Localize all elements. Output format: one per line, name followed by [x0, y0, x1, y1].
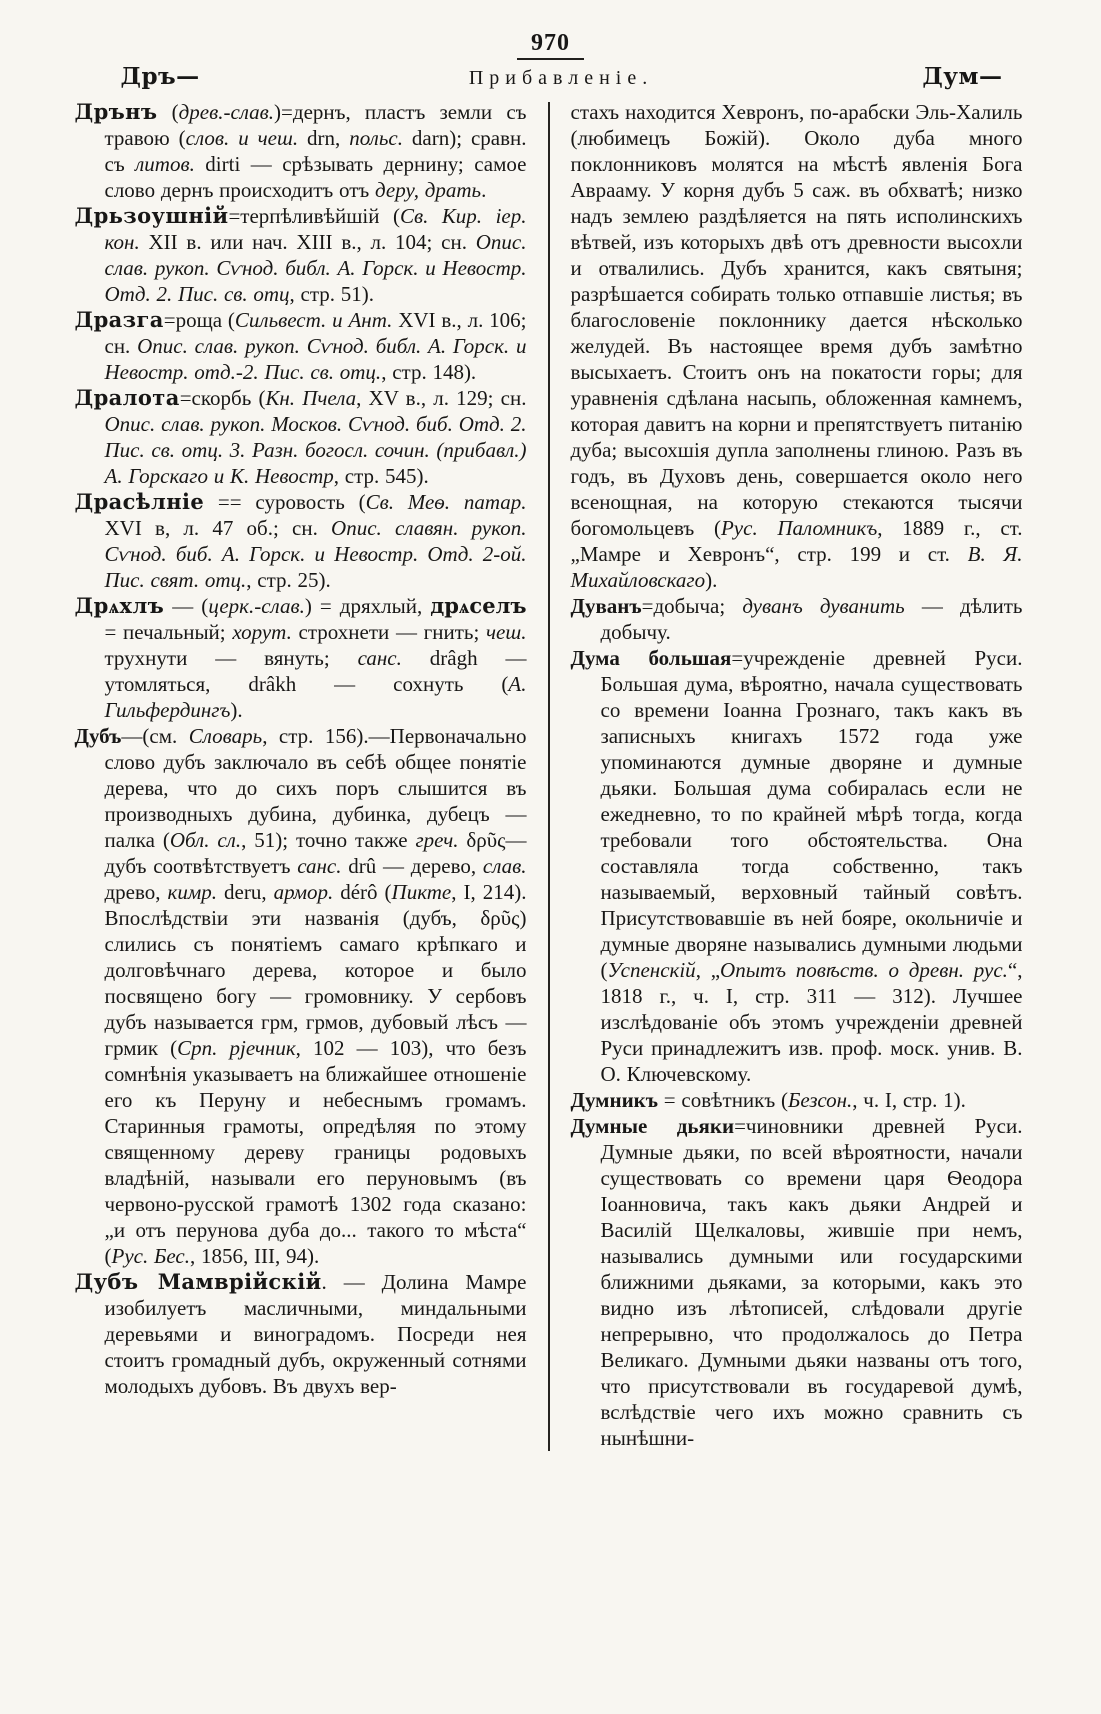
dictionary-entry-continuation: [571, 99, 1023, 593]
entry-headword: Дразга: [74, 307, 164, 332]
section-title: Прибавленіе.: [468, 67, 654, 89]
dictionary-entry: [75, 593, 527, 723]
dictionary-entry: [571, 593, 1023, 645]
page-header: [75, 30, 1027, 60]
entry-headword: Дубъ Мамврійскій: [74, 1269, 322, 1294]
catchword-right: Дум—: [922, 63, 1003, 90]
entry-text: =учрежденіе древней Руси. Большая дума, вѣроятно, начала существовать со времени Іоанна Грознаго, такъ какъ въ записныхъ книгахъ 1572 года уже упоминаются думные дворяне и думные дьяки. Большая дума собиралась если не ежедневно, то по крайней мѣрѣ тогда, когда требовали того обстоятельства. Она составляла тогда собственно, такъ называемый, верховный тайный совѣтъ. Присутствовавшіе въ ней бояре, окольничіе и думные дворяне назывались думными людьми (Успенскій, „Опытъ повѣств. о древн. рус.“, 1818 г., ч. I, стр. 311 — 312). Лучшее изслѣдованіе объ этомъ учрежденіи древней Руси принадлежитъ изв. проф. моск. унив. В. О. Ключевскому.: [600, 646, 1023, 1086]
text-columns: [75, 99, 1027, 1451]
entry-headword: Дрьзоушній: [74, 203, 229, 228]
entry-text: =терпѣливѣйшій (Св. Кир. іер. кон. XII в. или нач. XIII в., л. 104; сн. Опис. слав. рукоп. Сѵнод. библ. А. Горск. и Невостр. Отд. 2. Пис. св. отц, стр. 51).: [104, 204, 527, 306]
entry-headword: Дрѧхлъ: [74, 593, 165, 618]
entry-text: . — Долина Мамре изобилуетъ масличными, миндальными деревьями и виноградомъ. Посреди нея стоитъ громадный дубъ, окруженный сотнями молодыхъ дубовъ. Въ двухъ вер-: [104, 1270, 527, 1398]
dictionary-entry: [75, 385, 527, 489]
entry-headword: Дрънъ: [74, 99, 158, 124]
dictionary-entry: [571, 1087, 1023, 1113]
entry-text: —(см. Словарь, стр. 156).—Первоначально слово дубъ заключало въ себѣ общее понятіе дерева, что до сихъ поръ слышится въ производныхъ дубина, дубинка, дубецъ — палка (Обл. сл., 51); точно также греч. δρῦς—дубъ соотвѣтствуетъ санс. drû — дерево, слав. древо, кимр. deru, армор. dérô (Пикте, I, 214). Впослѣдствіи эти названія (дубъ, δρῦς) слились съ понятіемъ самаго крѣпкаго и долговѣчнаго дерева, которое и было посвящено богу — громовнику. У сербовъ дубъ называется грм, грмов, дубовый лѣсъ — грмик (Срп. рјечник, 102 — 103), что безъ сомнѣнія указываетъ на ближайшее отношеніе его къ Перуну и небеснымъ громамъ. Старинныя грамоты, опредѣляя по этому священному дереву границы родовыхъ владѣній, называли его перуновымъ (въ червоно-русской грамотѣ 1302 года сказано: „и отъ перунова дуба до... такого то мѣста“ (Рус. Бес., 1856, III, 94).: [104, 724, 527, 1268]
entry-text: — (церк.-слав.) = дряхлый, дрѧселъ = печальный; хорут. строхнети — гнить; чеш. трухнути — вянуть; санс. drâgh — утомляться, drâkh — сохнуть (А. Гильфердингъ).: [104, 593, 527, 722]
running-head: [75, 63, 1027, 90]
entry-text: =чиновники древней Руси. Думные дьяки, по всей вѣроятности, начали существовать со времени царя Ѳеодора Іоанновича, такъ какъ дьяки Андрей и Василій Щелкаловы, жившіе при немъ, назывались думными или государскими ближними дьяками, за которыми, какъ это видно изъ лѣтописей, слѣдовали другіе непрерывно, что продолжалось до Петра Великаго. Думными дьяки названы отъ того, что присутствовали въ государевой думѣ, вслѣдствіе чего ихъ можно сравнить съ нынѣшни-: [600, 1114, 1023, 1450]
column-divider: [548, 102, 550, 1451]
entry-headword: Драсѣлніе: [74, 489, 205, 514]
catchword-left: Дръ—: [120, 63, 200, 90]
entry-headword: Дума большая: [570, 646, 732, 670]
dictionary-entry: [75, 203, 527, 307]
entry-text: стахъ находится Хевронъ, по-арабски Эль-Халиль (любимецъ Божій). Около дуба много поклонниковъ молятся на мѣстѣ явленія Бога Аврааму. У корня дубъ 5 саж. въ обхватѣ; низко надъ землею раздѣляется на пять исполинскихъ вѣтвей, изъ которыхъ двѣ отъ древности высохли и отвалились. Дубъ хранится, какъ святыня; разрѣшается собирать только отпавшіе листья; въ благословеніе поклоннику дается нѣсколько желудей. Въ настоящее время дубъ замѣтно высыхаетъ. Стоитъ онъ на покатости горы; для уравненія сдѣлана насыпь, обложенная камнемъ, которая давитъ на корни и препятствуетъ питанію дуба; высохшія дупла заполнены глиною. Разъ въ годъ, въ Духовъ день, совершается около него всенощная, на которую стекаются тысячи богомольцевъ (Рус. Паломникъ, 1889 г., ст. „Мамре и Хевронъ“, стр. 199 и ст. В. Я. Михайловскаго).: [570, 100, 1023, 592]
right-column: [571, 99, 1023, 1451]
entry-text: =скорбь (Кн. Пчела, XV в., л. 129; сн. Опис. слав. рукоп. Москов. Сѵнод. биб. Отд. 2. Пис. св. отц. 3. Разн. богосл. сочин. (прибавл.) А. Горскаго и К. Невостр, стр. 545).: [104, 386, 527, 488]
entry-text: == суровость (Св. Меѳ. патар. XVI в, л. 47 об.; сн. Опис. славян. рукоп. Сѵнод. биб. А. Горск. и Невостр. Отд. 2-ой. Пис. свят. отц., стр. 25).: [104, 490, 527, 592]
dictionary-entry: [75, 489, 527, 593]
page-number: 970: [517, 30, 584, 60]
dictionary-entry: [75, 307, 527, 385]
entry-text: = совѣтникъ (Безсон., ч. I, стр. 1).: [658, 1088, 966, 1112]
entry-headword: Думные дьяки: [570, 1114, 735, 1138]
entry-headword: Дуванъ: [570, 594, 642, 618]
left-column: [75, 99, 527, 1451]
page-content: [75, 0, 1027, 1451]
entry-headword: Дралота: [74, 385, 180, 410]
entry-text: =добыча; дуванъ дуванить — дѣлить добычу.: [600, 594, 1023, 644]
dictionary-entry: [571, 645, 1023, 1087]
dictionary-entry: [75, 99, 527, 203]
dictionary-entry: [75, 1269, 527, 1399]
entry-text: (древ.-слав.)=дернъ, пластъ земли съ травою (слов. и чеш. drn, польс. darn); сравн. съ литов. dirti — срѣзывать дернину; самое слово дернъ происходитъ отъ деру, драть.: [104, 100, 527, 202]
dictionary-entry: [75, 723, 527, 1269]
entry-headword: Дубъ: [74, 724, 122, 748]
entry-headword: Думникъ: [570, 1088, 659, 1112]
entry-text: =роща (Сильвест. и Ант. XVI в., л. 106; сн. Опис. слав. рукоп. Сѵнод. библ. А. Горск. и Невостр. отд.-2. Пис. св. отц., стр. 148).: [104, 308, 527, 384]
dictionary-entry: [571, 1113, 1023, 1451]
